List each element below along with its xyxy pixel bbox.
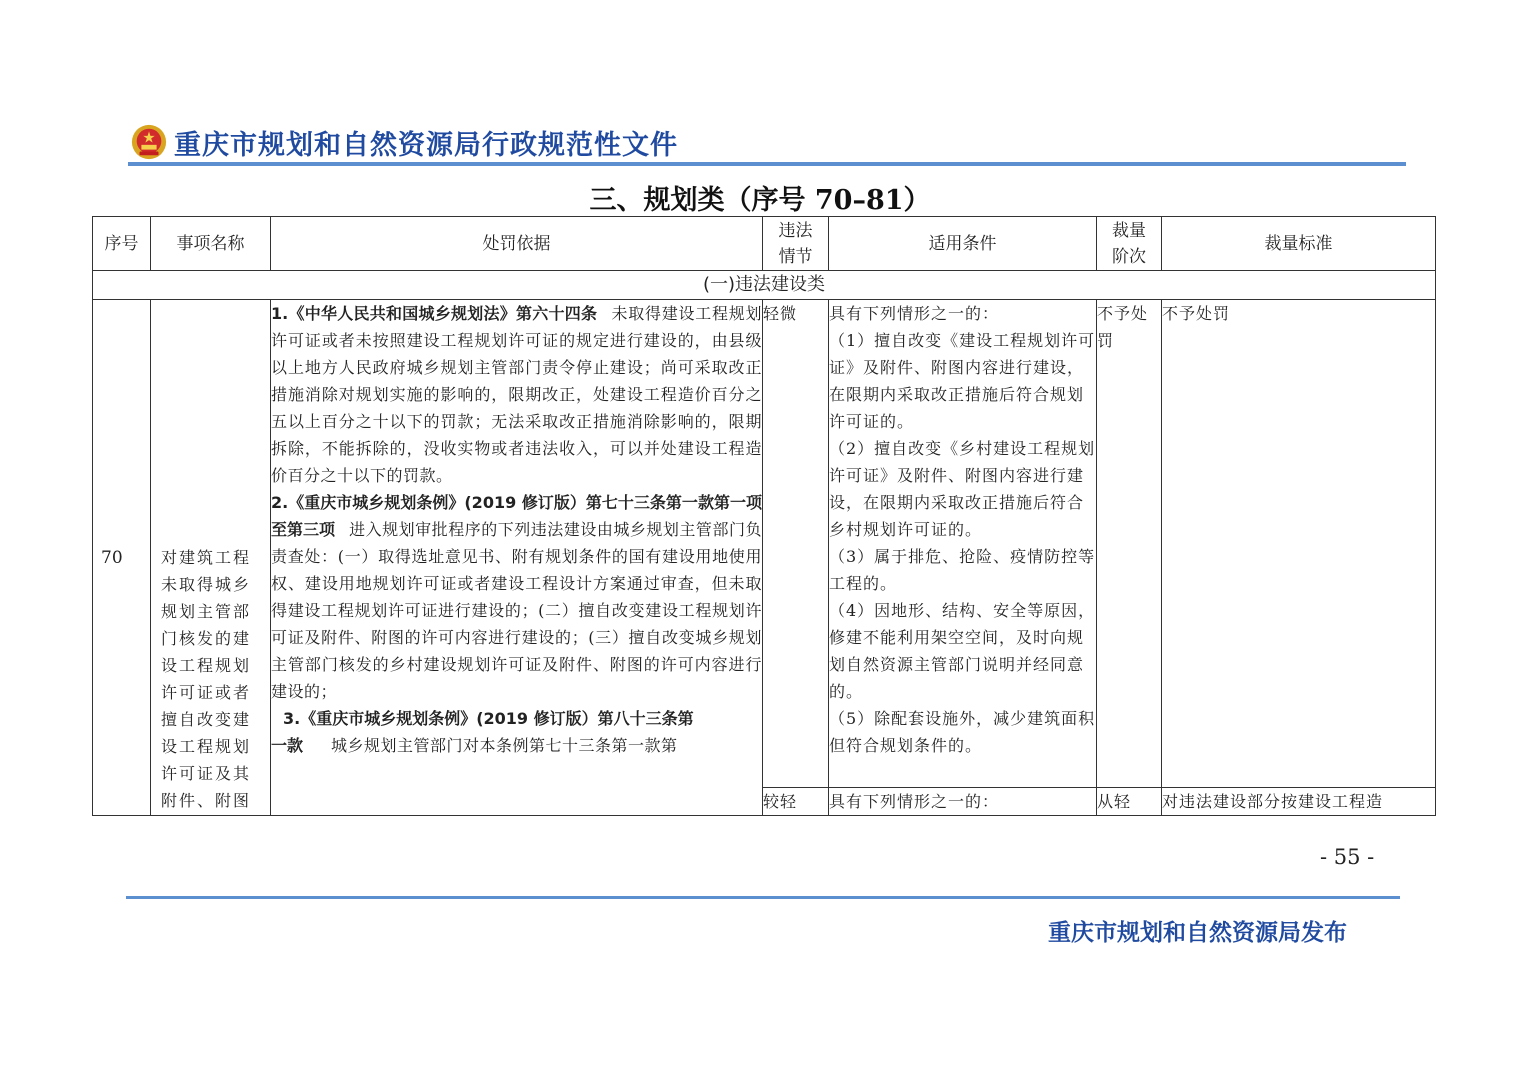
sub2-standard: 对违法建设部分按建设工程造	[1162, 788, 1436, 816]
national-emblem-icon	[130, 123, 168, 161]
row-name: 对建筑工程未取得城乡规划主管部门核发的建设工程规划许可证或者擅自改变建设工程规划许可证及其附件、附图	[161, 548, 252, 810]
basis-p3-title-b: 一款	[271, 736, 304, 755]
basis-paragraph-2	[271, 489, 762, 705]
header-name: 事项名称	[151, 217, 271, 271]
sub1-condition-1: （1）擅自改变《建设工程规划许可证》及附件、附图内容进行建设，在限期内采取改正措施后符合规划许可证的。	[829, 331, 1096, 431]
basis-p3-title-a: 3.《重庆市城乡规划条例》(2019 修订版）第八十三条第	[283, 709, 694, 728]
penalty-table	[92, 216, 1436, 816]
sub1-condition-4: （4）因地形、结构、安全等原因，修建不能利用架空空间，及时向规划自然资源主管部门说明并经同意的。	[829, 601, 1096, 701]
basis-paragraph-3	[271, 705, 762, 759]
sub2-level: 从轻	[1097, 788, 1162, 816]
header-conditions: 适用条件	[829, 217, 1097, 271]
category-row	[93, 271, 1436, 300]
row-seq: 70	[93, 300, 151, 816]
page-number: - 55 -	[1320, 845, 1375, 869]
header-severity: 违法情节	[763, 217, 829, 271]
basis-p3-text: 城乡规划主管部门对本条例第七十三条第一款第	[331, 736, 678, 755]
basis-p2-title: 2.《重庆市城乡规划条例》(2019 修订版）第七十三条第一款第一项至第三项	[271, 493, 762, 539]
footer-publisher: 重庆市规划和自然资源局发布	[1048, 920, 1347, 946]
header-standard: 裁量标准	[1162, 217, 1436, 271]
sub1-condition-5: （5）除配套设施外，减少建筑面积但符合规划条件的。	[829, 709, 1096, 755]
header-seq: 序号	[93, 217, 151, 271]
sub1-severity: 轻微	[763, 300, 829, 788]
table-row	[93, 300, 1436, 788]
basis-p1-text: 未取得建设工程规划许可证或者未按照建设工程规划许可证的规定进行建设的，由县级以上地方人民政府城乡规划主管部门责令停止建设；尚可采取改正措施消除对规划实施的影响的，限期改正，处建设工程造价百分之五以上百分之十以下的罚款；无法采取改正措施消除影响的，限期拆除，不能拆除的，没收实物或者违法收入，可以并处建设工程造价百分之十以下的罚款。	[271, 304, 762, 485]
basis-p2-text: 进入规划审批程序的下列违法建设由城乡规划主管部门负责查处：(一）取得选址意见书、附有规划条件的国有建设用地使用权、建设用地规划许可证或者建设工程设计方案通过审查，但未取得建设工程规划许可证进行建设的；(二）擅自改变建设工程规划许可证及附件、附图的许可内容进行建设的；(三）擅自改变城乡规划主管部门核发的乡村建设规划许可证及附件、附图的许可内容进行建设的；	[271, 520, 762, 701]
sub2-severity: 较轻	[763, 788, 829, 816]
header-title: 重庆市规划和自然资源局行政规范性文件	[174, 129, 678, 161]
sub1-standard: 不予处罚	[1162, 300, 1436, 788]
section-title: 三、规划类（序号 70–81）	[589, 185, 931, 216]
row-basis	[271, 300, 763, 816]
sub2-conditions: 具有下列情形之一的：	[829, 788, 1097, 816]
sub1-conditions	[829, 300, 1097, 788]
header-level: 裁量阶次	[1097, 217, 1162, 271]
category-label: (一)违法建设类	[93, 271, 1436, 300]
row-name-cell	[151, 300, 271, 816]
footer-rule	[126, 896, 1400, 899]
basis-paragraph-1	[271, 300, 762, 489]
sub1-conditions-intro: 具有下列情形之一的：	[829, 304, 1000, 323]
basis-p1-title: 1.《中华人民共和国城乡规划法》第六十四条	[271, 304, 598, 323]
document-header	[130, 122, 678, 162]
header-rule	[128, 162, 1406, 166]
header-basis: 处罚依据	[271, 217, 763, 271]
header-row	[93, 217, 1436, 271]
sub1-level: 不予处罚	[1097, 300, 1162, 788]
sub1-condition-2: （2）擅自改变《乡村建设工程规划许可证》及附件、附图内容进行建设，在限期内采取改正措施后符合乡村规划许可证的。	[829, 439, 1096, 539]
sub1-condition-3: （3）属于排危、抢险、疫情防控等工程的。	[829, 547, 1096, 593]
